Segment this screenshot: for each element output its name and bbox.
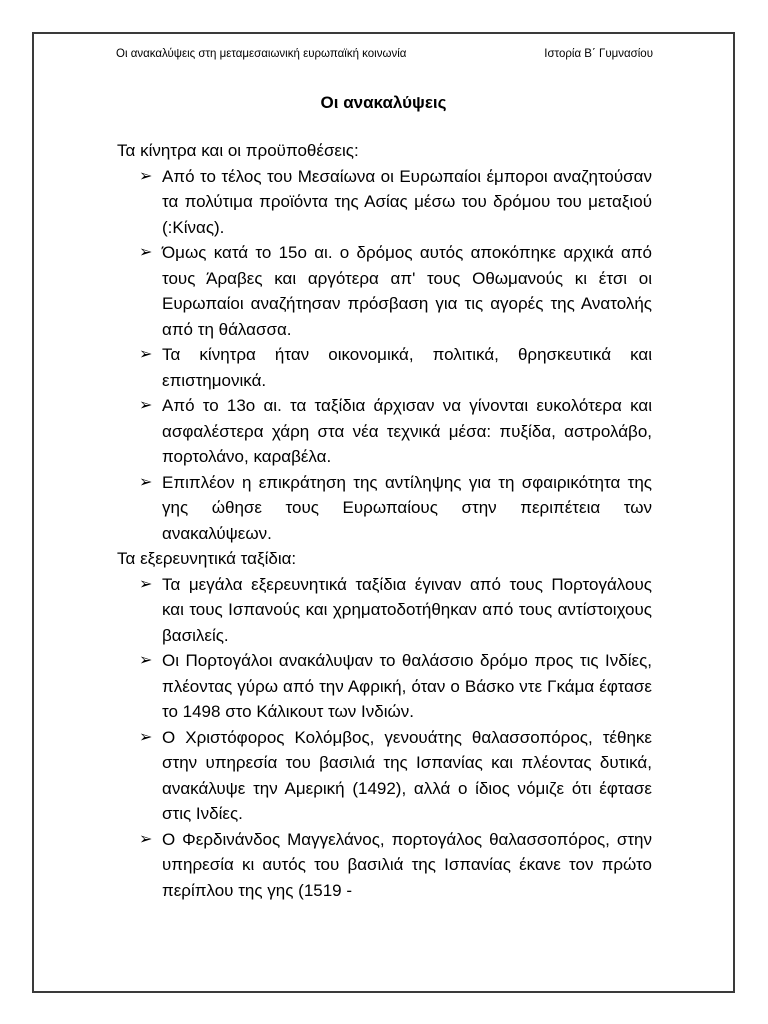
arrow-bullet-icon: ➢ <box>139 575 153 593</box>
list-item <box>117 572 652 649</box>
section-heading: Τα εξερευνητικά ταξίδια: <box>117 549 297 568</box>
list-item <box>117 342 652 393</box>
list-item <box>117 393 652 470</box>
list-item-text: Όμως κατά το 15ο αι. ο δρόμος αυτός αποκόπηκε αρχικά από τους Άραβες και αργότερα απ' τους Οθωμανούς κι έτσι οι Ευρωπαίοι αναζήτησαν πρόσβαση για τις αγορές της Ανατολής από τη θάλασσα. <box>162 243 652 339</box>
arrow-bullet-icon: ➢ <box>139 397 153 414</box>
arrow-bullet-icon: ➢ <box>139 728 153 746</box>
list-item-text: Ο Χριστόφορος Κολόμβος, γενουάτης θαλασσοπόρος, τέθηκε στην υπηρεσία του βασιλιά της Ισπανίας και πλέοντας δυτικά, ανακάλυψε την Αμερική (1492), αλλά ο ίδιος νόμιζε ότι έφτασε στις Ινδίες. <box>162 727 652 823</box>
bullet-list <box>117 572 652 904</box>
arrow-bullet-icon: ➢ <box>139 244 153 261</box>
section-heading: Τα κίνητρα και οι προϋποθέσεις: <box>117 141 359 160</box>
list-item-text: Οι Πορτογάλοι ανακάλυψαν το θαλάσσιο δρόμο προς τις Ινδίες, πλέοντας γύρω από την Αφρική, όταν ο Βάσκο ντε Γκάμα έφτασε το 1498 στο Κάλικουτ των Ινδιών. <box>162 651 652 721</box>
list-item-text: Επιπλέον η επικράτηση της αντίληψης για τη σφαιρικότητα της γης ώθησε τους Ευρωπαίους στην περιπέτεια των ανακαλύψεων. <box>162 472 652 543</box>
arrow-bullet-icon: ➢ <box>139 830 153 848</box>
list-item-text: Ο Φερδινάνδος Μαγγελάνος, πορτογάλος θαλασσοπόρος, στην υπηρεσία κι αυτός του βασιλιά της Ισπανίας έκανε τον πρώτο περίπλου της γης (1519 - <box>162 829 652 900</box>
arrow-bullet-icon: ➢ <box>139 346 153 363</box>
arrow-bullet-icon: ➢ <box>139 473 153 491</box>
list-item-text: Από το 13ο αι. τα ταξίδια άρχισαν να γίνονται ευκολότερα και ασφαλέστερα χάρη στα νέα τεχνικά μέσα: πυξίδα, αστρολάβο, πορτολάνο, καραβέλα. <box>162 396 652 466</box>
list-item <box>117 240 652 342</box>
header-right-text: Ιστορία Β΄ Γυμνασίου <box>544 48 653 60</box>
page-content <box>117 138 652 903</box>
list-item <box>117 164 652 241</box>
arrow-bullet-icon: ➢ <box>139 652 153 669</box>
list-item-text: Τα μεγάλα εξερευνητικά ταξίδια έγιναν από τους Πορτογάλους και τους Ισπανούς και χρηματοδοτήθηκαν από τους αντίστοιχους βασιλείς. <box>162 574 652 645</box>
list-item <box>117 827 652 904</box>
list-item <box>117 648 652 725</box>
list-item-text: Από το τέλος του Μεσαίωνα οι Ευρωπαίοι έμποροι αναζητούσαν τα πολύτιμα προϊόντα της Ασίας μέσω του δρόμου του μεταξιού (:Κίνας). <box>162 166 652 237</box>
header-left-text: Οι ανακαλύψεις στη μεταμεσαιωνική ευρωπαϊκή κοινωνία <box>116 48 407 60</box>
list-item <box>117 470 652 547</box>
page <box>32 32 735 993</box>
list-item <box>117 725 652 827</box>
arrow-bullet-icon: ➢ <box>139 167 153 185</box>
page-title: Οι ανακαλύψεις <box>320 93 447 112</box>
list-item-text: Τα κίνητρα ήταν οικονομικά, πολιτικά, θρησκευτικά και επιστημονικά. <box>162 345 652 390</box>
bullet-list <box>117 164 652 547</box>
